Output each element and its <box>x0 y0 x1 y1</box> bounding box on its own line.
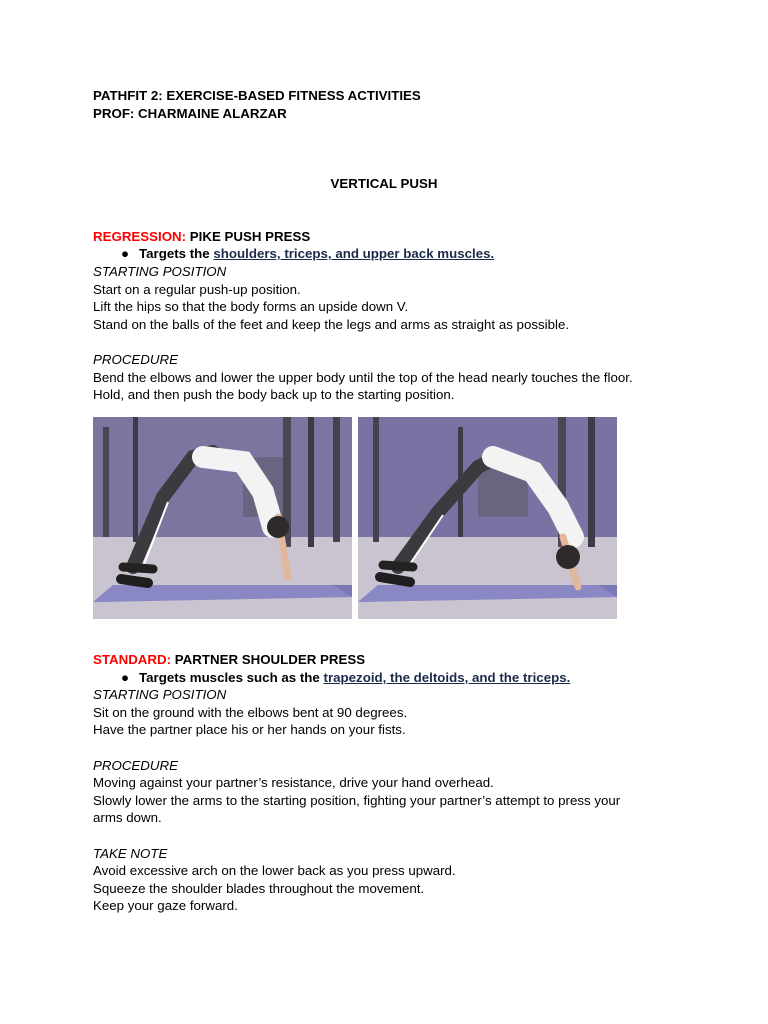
regression-tag: REGRESSION: <box>93 228 187 244</box>
instruction-line: Start on a regular push-up position. <box>93 281 301 297</box>
instruction-line: Lift the hips so that the body forms an upside down V. <box>93 299 409 315</box>
exercise-photos <box>93 417 617 619</box>
document-page <box>93 87 693 404</box>
note-line: Keep your gaze forward. <box>93 898 238 914</box>
note-line: Squeeze the shoulder blades throughout the movement. <box>93 880 425 896</box>
standard-targets <box>93 669 693 687</box>
procedure-heading: PROCEDURE <box>93 351 178 367</box>
instruction-line: Have the partner place his or her hands on your fists. <box>93 722 406 738</box>
standard-section <box>93 651 693 915</box>
note-line: Avoid excessive arch on the lower back as you press upward. <box>93 863 456 879</box>
pike-push-lowered-photo <box>358 417 617 619</box>
instruction-line: arms down. <box>93 810 162 826</box>
procedure-heading: PROCEDURE <box>93 757 178 773</box>
page-title: VERTICAL PUSH <box>330 176 438 192</box>
instruction-line: Sit on the ground with the elbows bent at 90 degrees. <box>93 704 408 720</box>
instruction-line: Stand on the balls of the feet and keep the legs and arms as straight as possible. <box>93 316 570 332</box>
take-note-heading: TAKE NOTE <box>93 845 168 861</box>
instruction-line: Bend the elbows and lower the upper body until the top of the head nearly touches the floor. <box>93 369 633 385</box>
instruction-line: Hold, and then push the body back up to the starting position. <box>93 387 455 403</box>
course-title: PATHFIT 2: EXERCISE-BASED FITNESS ACTIVITIES <box>93 88 421 103</box>
standard-tag: STANDARD: <box>93 652 172 667</box>
targets-prefix: Targets muscles such as the <box>139 669 320 685</box>
standard-exercise-name: PARTNER SHOULDER PRESS <box>174 652 366 667</box>
targets-link[interactable]: shoulders, triceps, and upper back muscles. <box>213 246 495 262</box>
professor-name: PROF: CHARMAINE ALARZAR <box>93 105 287 121</box>
instruction-line: Slowly lower the arms to the starting position, fighting your partner’s attempt to press your <box>93 792 621 808</box>
regression-targets <box>93 245 693 263</box>
standard-heading <box>93 651 693 669</box>
bullet-icon: ● <box>121 669 130 685</box>
bullet-icon: ● <box>121 246 130 262</box>
regression-exercise-name: PIKE PUSH PRESS <box>189 228 311 244</box>
targets-link[interactable]: trapezoid, the deltoids, and the triceps. <box>323 669 571 685</box>
regression-heading <box>93 228 693 246</box>
starting-position-heading: STARTING POSITION <box>93 687 227 703</box>
targets-prefix: Targets the <box>139 246 210 262</box>
instruction-line: Moving against your partner’s resistance, drive your hand overhead. <box>93 775 494 791</box>
pike-push-start-photo <box>93 417 352 619</box>
starting-position-heading: STARTING POSITION <box>93 263 227 279</box>
